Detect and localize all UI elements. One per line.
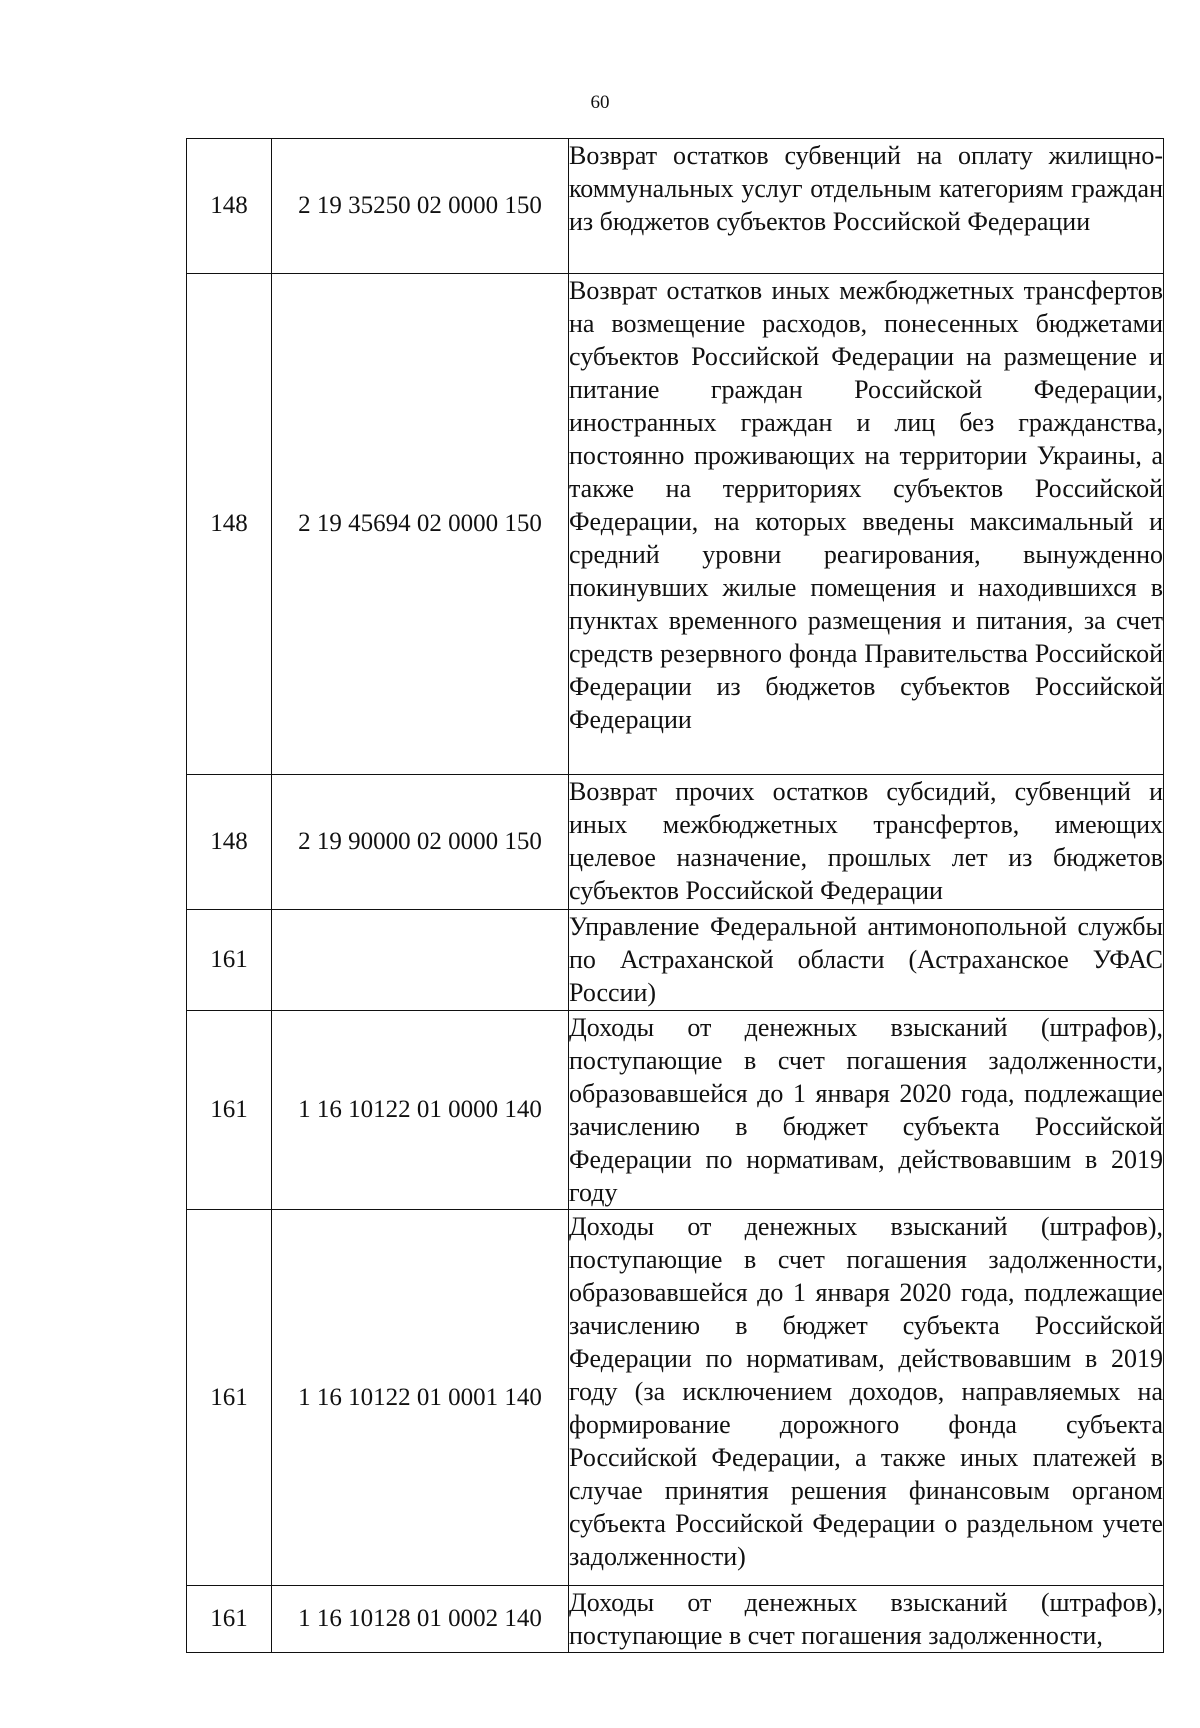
description-cell bbox=[569, 1011, 1164, 1210]
budget-code-cell: 1 16 10122 01 0000 140 bbox=[272, 1011, 569, 1210]
table-row bbox=[187, 139, 1164, 274]
description-text: Возврат прочих остатков субсидий, субвенций и иных межбюджетных трансфертов, имеющих целевое назначение, прошлых лет из бюджетов субъектов Российской Федерации bbox=[569, 777, 1163, 905]
description-text: Доходы от денежных взысканий (штрафов), поступающие в счет погашения задолженности, bbox=[569, 1588, 1163, 1650]
description-cell bbox=[569, 1586, 1164, 1653]
admin-code-cell: 148 bbox=[187, 274, 272, 775]
table-row bbox=[187, 775, 1164, 910]
page-number: 60 bbox=[590, 92, 610, 113]
budget-code-cell: 1 16 10128 01 0002 140 bbox=[272, 1586, 569, 1653]
description-cell bbox=[569, 775, 1164, 910]
description-text: Доходы от денежных взысканий (штрафов), поступающие в счет погашения задолженности, образовавшейся до 1 января 2020 года, подлежащие зачислению в бюджет субъекта Российской Федерации по нормативам, действовавшим в 2019 году (за исключением доходов, направляемых на формирование дорожного фонда субъекта Российской Федерации, а также иных платежей в случае принятия решения финансовым органом субъекта Российской Федерации о раздельном учете задолженности) bbox=[569, 1212, 1163, 1571]
admin-code-cell: 161 bbox=[187, 1586, 272, 1653]
budget-code-cell: 2 19 45694 02 0000 150 bbox=[272, 274, 569, 775]
description-text: Возврат остатков субвенций на оплату жилищно-коммунальных услуг отдельным категориям граждан из бюджетов субъектов Российской Федерации bbox=[569, 141, 1163, 236]
admin-code-cell: 148 bbox=[187, 139, 272, 274]
admin-code-cell: 148 bbox=[187, 775, 272, 910]
budget-code-cell bbox=[272, 910, 569, 1011]
description-cell bbox=[569, 1210, 1164, 1586]
description-cell bbox=[569, 910, 1164, 1011]
table-row bbox=[187, 1210, 1164, 1586]
budget-code-cell: 2 19 90000 02 0000 150 bbox=[272, 775, 569, 910]
description-text: Возврат остатков иных межбюджетных трансфертов на возмещение расходов, понесенных бюджетами субъектов Российской Федерации на размещение и питание граждан Российской Федерации, иностранных граждан и лиц без гражданства, постоянно проживающих на территории Украины, а также на территориях субъектов Российской Федерации, на которых введены максимальный и средний уровни реагирования, вынужденно покинувших жилые помещения и находившихся в пунктах временного размещения и питания, за счет средств резервного фонда Правительства Российской Федерации из бюджетов субъектов Российской Федерации bbox=[569, 276, 1163, 734]
description-cell bbox=[569, 274, 1164, 775]
description-text: Управление Федеральной антимонопольной службы по Астраханской области (Астраханское УФАС России) bbox=[569, 912, 1163, 1007]
table-row bbox=[187, 1586, 1164, 1653]
table-row bbox=[187, 1011, 1164, 1210]
table-row bbox=[187, 274, 1164, 775]
budget-code-cell: 2 19 35250 02 0000 150 bbox=[272, 139, 569, 274]
admin-code-cell: 161 bbox=[187, 1210, 272, 1586]
description-text: Доходы от денежных взысканий (штрафов), поступающие в счет погашения задолженности, образовавшейся до 1 января 2020 года, подлежащие зачислению в бюджет субъекта Российской Федерации по нормативам, действовавшим в 2019 году bbox=[569, 1013, 1163, 1207]
description-cell bbox=[569, 139, 1164, 274]
admin-code-cell: 161 bbox=[187, 910, 272, 1011]
budget-code-cell: 1 16 10122 01 0001 140 bbox=[272, 1210, 569, 1586]
revenue-codes-table bbox=[186, 138, 1164, 1653]
table-row bbox=[187, 910, 1164, 1011]
admin-code-cell: 161 bbox=[187, 1011, 272, 1210]
